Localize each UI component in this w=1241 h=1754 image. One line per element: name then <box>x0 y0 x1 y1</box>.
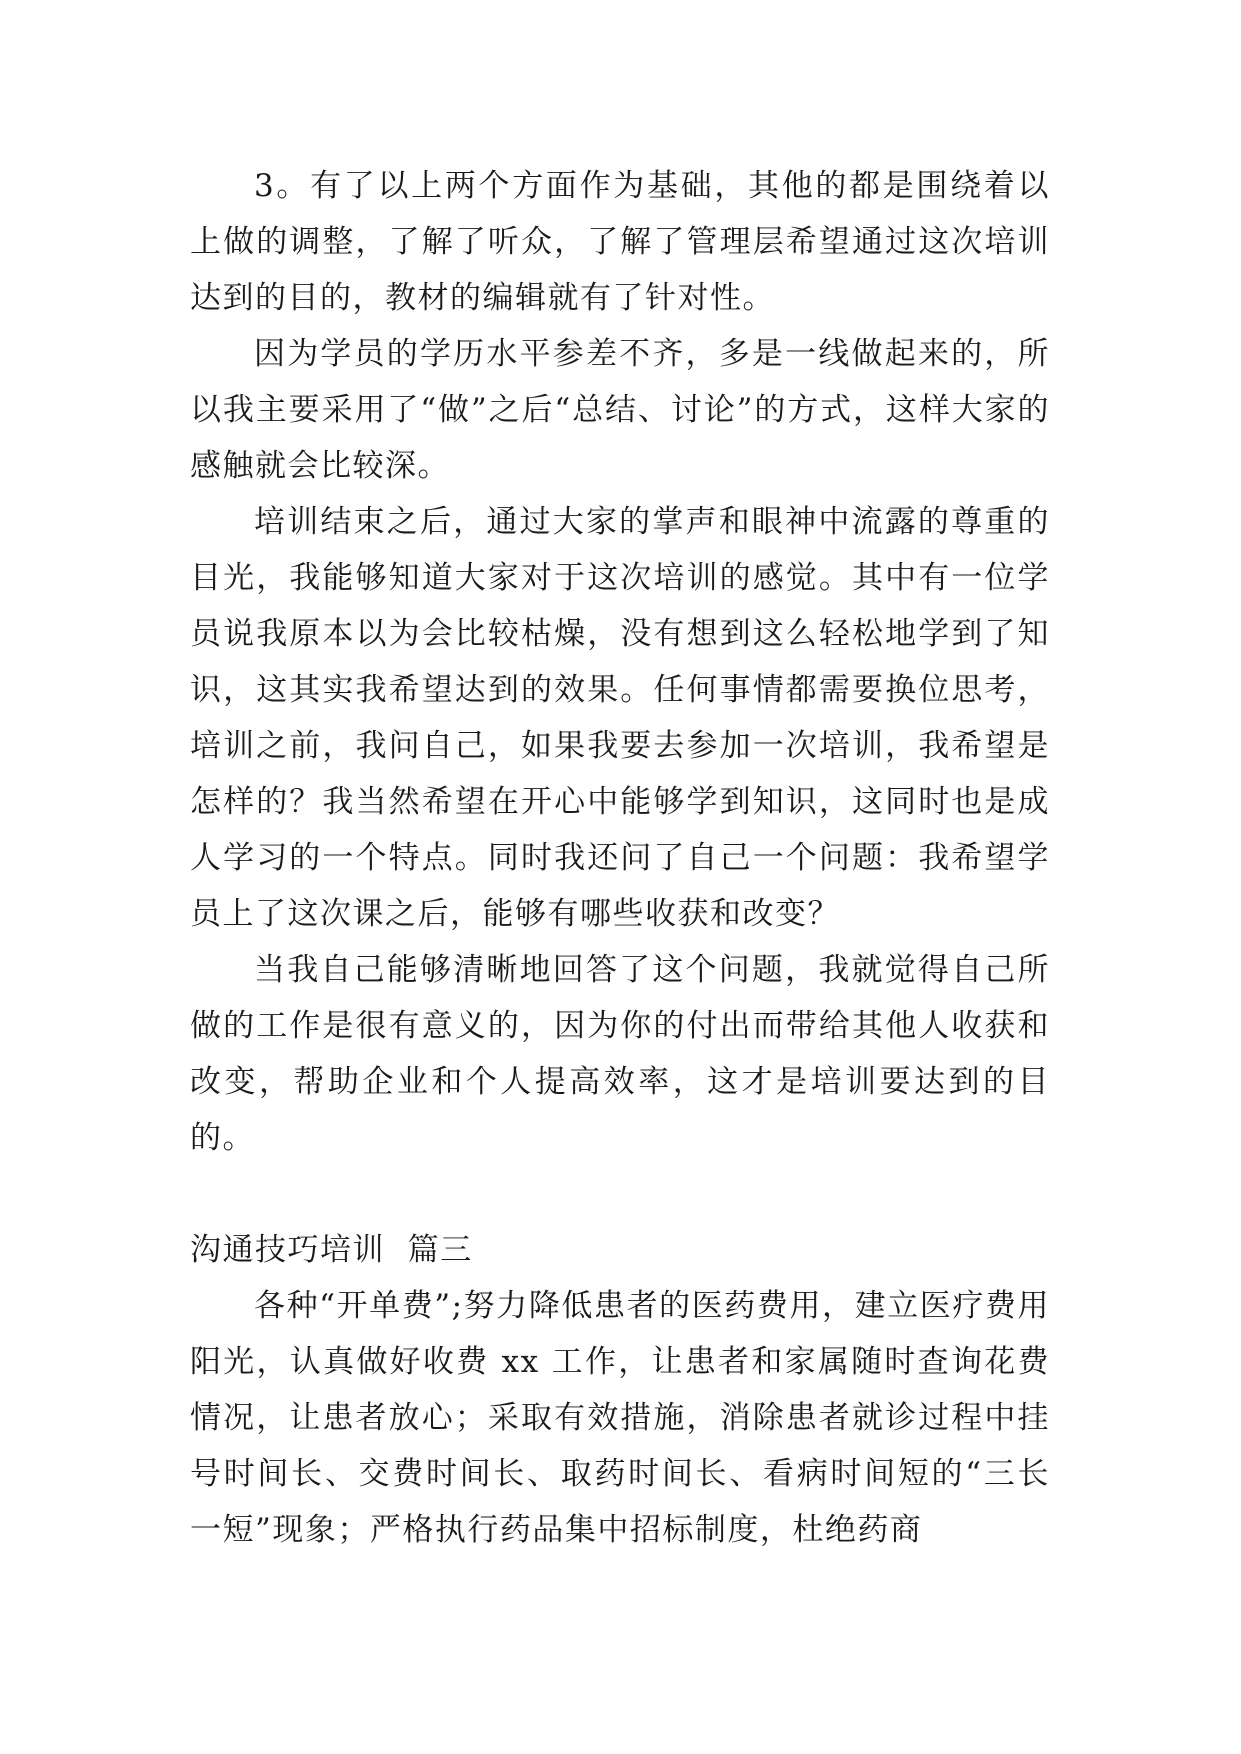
paragraph-teaching-method: 因为学员的学历水平参差不齐，多是一线做起来的，所以我主要采用了“做”之后“总结、讨论”的方式，这样大家的感触就会比较深。 <box>190 336 1050 484</box>
section-heading: 沟通技巧培训 篇三 <box>190 1232 473 1268</box>
paragraph-medical-fees: 各种“开单费”;努力降低患者的医药费用，建立医疗费用阳光，认真做好收费 xx 工作，让患者和家属随时查询花费情况，让患者放心；采取有效措施，消除患者就诊过程中挂号时间长、交费时间长、取药时间长、看病时间短的“三长一短”现象；严格执行药品集中招标制度，杜绝药商 <box>190 1288 1050 1548</box>
paragraph-training-meaning: 当我自己能够清晰地回答了这个问题，我就觉得自己所做的工作是很有意义的，因为你的付出而带给其他人收获和改变，帮助企业和个人提高效率，这才是培训要达到的目的。 <box>190 952 1050 1156</box>
paragraph-training-basis: 3。有了以上两个方面作为基础，其他的都是围绕着以上做的调整，了解了听众，了解了管理层希望通过这次培训达到的目的，教材的编辑就有了针对性。 <box>190 168 1050 316</box>
paragraph-training-feedback: 培训结束之后，通过大家的掌声和眼神中流露的尊重的目光，我能够知道大家对于这次培训的感觉。其中有一位学员说我原本以为会比较枯燥，没有想到这么轻松地学到了知识，这其实我希望达到的效果。任何事情都需要换位思考，培训之前，我问自己，如果我要去参加一次培训，我希望是怎样的？我当然希望在开心中能够学到知识，这同时也是成人学习的一个特点。同时我还问了自己一个问题：我希望学员上了这次课之后，能够有哪些收获和改变？ <box>190 504 1050 932</box>
document-body <box>190 158 1050 1558</box>
